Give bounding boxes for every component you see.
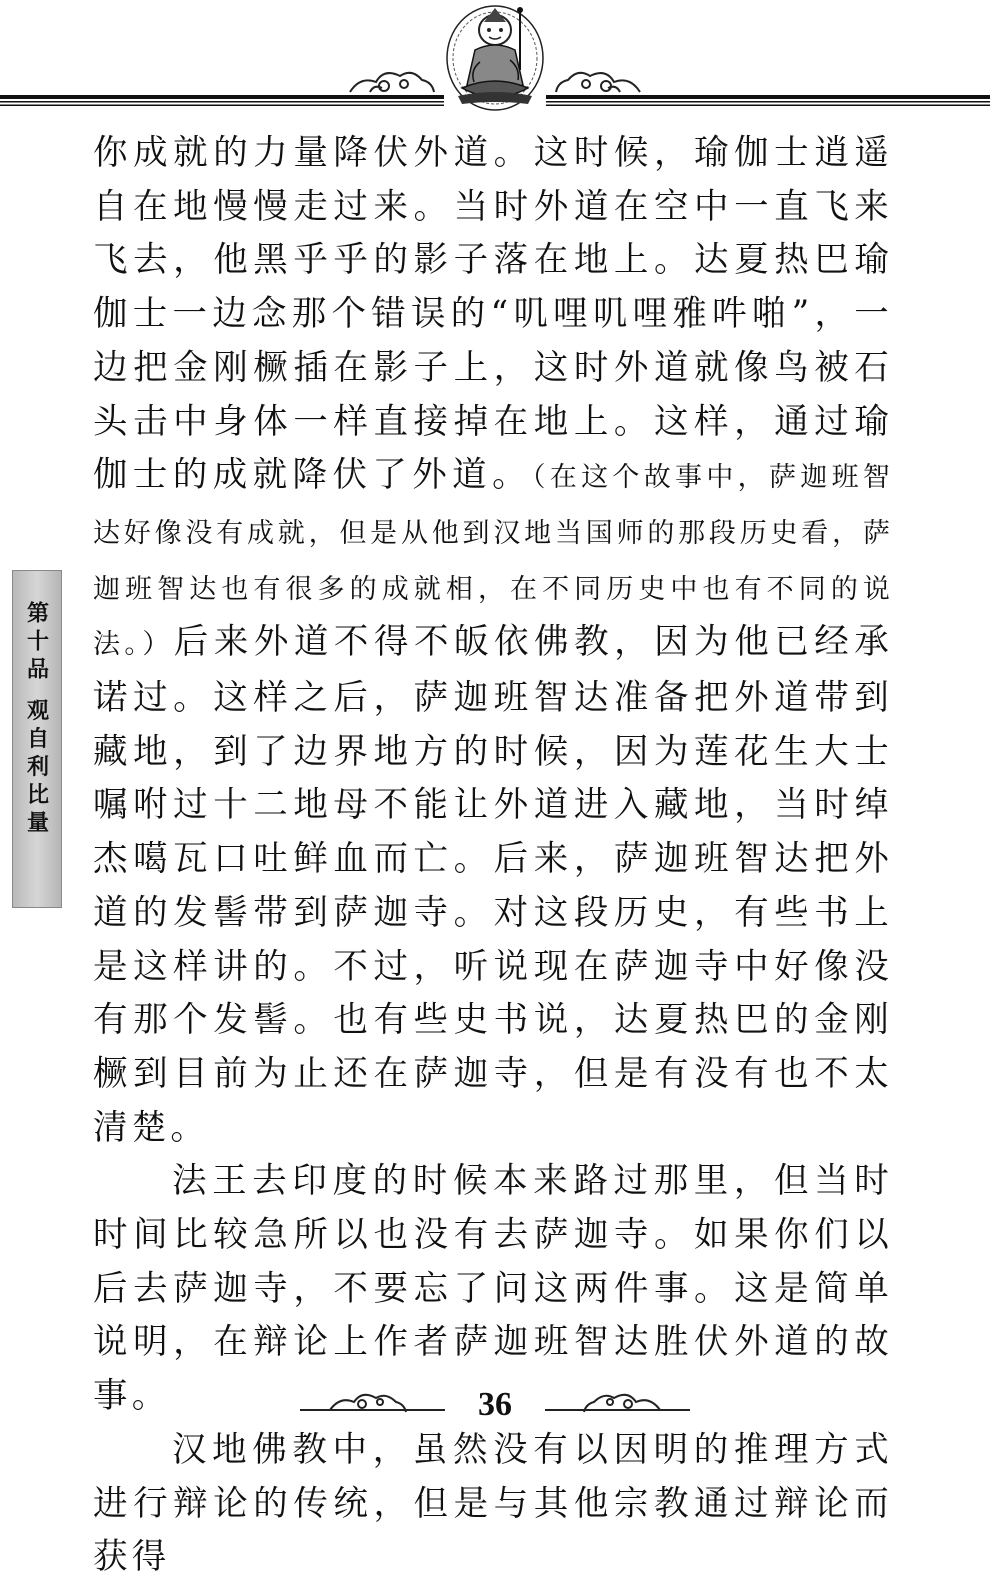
paragraph bbox=[93, 127, 893, 1155]
chapter-side-tab bbox=[12, 570, 62, 908]
padmasambhava-figure-icon bbox=[440, 0, 550, 112]
paragraph-text: 后来外道不得不皈依佛教，因为他已经承诺过。这样之后，萨迦班智达准备把外道带到藏地，到了边界地方的时候，因为莲花生大士嘱咐过十二地母不能让外道进入藏地，当时绰杰噶瓦口吐鲜血而亡。后来，萨迦班智达把外道的发髻带到萨迦寺。对这段历史，有些书上是这样讲的。不过，听说现在萨迦寺中好像没有那个发髻。也有些史书说，达夏热巴的金刚橛到目前为止还在萨迦寺，但是有没有也不太清楚。 bbox=[93, 622, 893, 1148]
footer-cloud-left-icon bbox=[300, 1395, 445, 1412]
paragraph: 法王去印度的时候本来路过那里，但当时时间比较急所以也没有去萨迦寺。如果你们以后去萨迦寺，不要忘了问这两件事。这是简单说明，在辩论上作者萨迦班智达胜伏外道的故事。 bbox=[93, 1161, 893, 1417]
page-header bbox=[0, 0, 990, 115]
body-text bbox=[93, 127, 893, 1585]
cloud-scroll-left-icon bbox=[350, 73, 434, 92]
page-number: 36 bbox=[478, 1386, 512, 1423]
cloud-scroll-right-icon bbox=[556, 73, 640, 92]
paragraph: 汉地佛教中，虽然没有以因明的推理方式进行辩论的传统，但是与其他宗教通过辩论而获得 bbox=[93, 1429, 893, 1578]
chapter-title: 第十品 观自利比量 bbox=[23, 601, 50, 839]
paragraph-text: 你成就的力量降伏外道。这时候，瑜伽士逍遥自在地慢慢走过来。当时外道在空中一直飞来飞去，他黑乎乎的影子落在地上。达夏热巴瑜伽士一边念那个错误的“叽哩叽哩雅吽啪”，一边把金刚橛插在影子上，这时外道就像鸟被石头击中身体一样直接掉在地上。这样，通过瑜伽士的成就降伏了外道。 bbox=[93, 133, 893, 496]
annotation-note: （在这个故事中，萨迦班智达好像没有成就，但是从他到汉地当国师的那段历史看，萨迦班智达也有很多的成就相，在不同历史中也有不同的说法。） bbox=[93, 462, 893, 661]
footer-cloud-right-icon bbox=[545, 1395, 690, 1412]
